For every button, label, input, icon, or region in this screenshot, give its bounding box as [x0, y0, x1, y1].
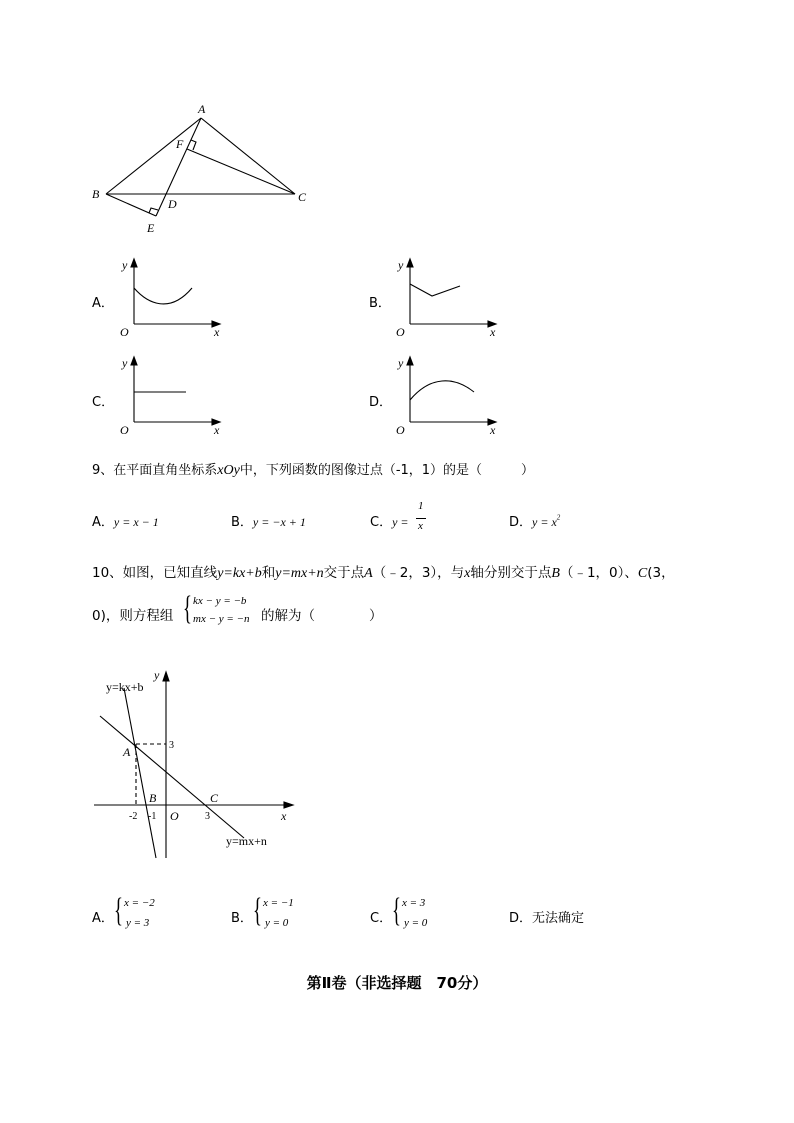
q10-eq2: y=mx+n [275, 566, 324, 581]
q10-option-d-label: D．无法确定 [509, 911, 585, 926]
q10-option-c-brace: { [392, 892, 401, 929]
y-arrow [163, 672, 169, 681]
y-arrow [407, 259, 413, 267]
q8-option-b-label: B． [369, 296, 391, 311]
q9-option-c-lhs: y = [392, 515, 409, 529]
q10-stem-line1 [92, 561, 675, 582]
point-c-label: C [210, 791, 219, 805]
q10-eq1: y=kx+b [217, 566, 262, 581]
q8-graph-d [390, 354, 502, 438]
q10-option-d [509, 907, 584, 926]
x-axis-label: x [281, 809, 287, 823]
q9-stem [92, 459, 534, 479]
q10-text-line2-a: 0)，则方程组 [92, 608, 174, 624]
q9-option-d-base: y = x [532, 515, 557, 529]
q8-graph-c [114, 354, 226, 438]
q8-graph-b [390, 256, 502, 340]
q8-option-d-label: D． [369, 395, 393, 410]
axis-x-label: x [214, 325, 220, 339]
tick-x-3: 3 [205, 811, 210, 822]
tick-y-3: 3 [169, 740, 174, 751]
point-b-label: B [149, 791, 157, 805]
segment-ab [106, 118, 201, 194]
curve-d [410, 381, 474, 400]
axis-x-label: x [490, 325, 496, 339]
point-a-label: A [123, 745, 131, 759]
axis-x-label: x [214, 423, 220, 437]
axis-y-label: y [398, 356, 404, 370]
q9-option-d [509, 511, 560, 530]
q9-option-c-label: C． [370, 515, 393, 530]
q10-option-c-row2: y = 0 [404, 917, 428, 929]
axis-y-label: y [122, 356, 128, 370]
segment-be [106, 194, 156, 216]
origin-label: O [120, 325, 129, 339]
q10-text-e: 轴分别交于点 [470, 565, 552, 581]
q10-option-a-brace: { [114, 892, 123, 929]
q9-option-c-fraction-bar [416, 518, 426, 519]
q10-point-c: C [637, 566, 648, 581]
q10-option-a-row2: y = 3 [126, 917, 150, 929]
label-c: C [298, 190, 307, 204]
q10-stem-line2 [92, 604, 173, 624]
q10-stem-line2-tail [261, 604, 383, 624]
q9-option-d-label: D． [509, 515, 533, 530]
q9-option-b-label: B． [231, 515, 253, 530]
y-axis-label: y [154, 668, 160, 682]
eq1-label: y=kx+b [106, 680, 144, 694]
label-b: B [92, 187, 100, 201]
segment-ae [156, 118, 201, 216]
right-angle-mark-f [191, 140, 196, 150]
q9-stem-var: xOy [217, 463, 240, 478]
q9-stem-prefix: 9、在平面直角坐标系 [92, 463, 218, 478]
origin-label: O [120, 423, 129, 437]
line-kx-b [124, 688, 156, 858]
q9-option-a [92, 511, 159, 530]
q10-option-b-row2: y = 0 [265, 917, 289, 929]
q9-option-d-exp: 2 [556, 513, 561, 522]
q9-option-c-numerator: 1 [418, 500, 424, 512]
q10-option-a [92, 894, 202, 936]
triangle-figure [88, 100, 328, 240]
q10-text-g: (3， [647, 565, 675, 581]
axis-x-label: x [490, 423, 496, 437]
q10-text-d: （﹣2，3），与 [372, 565, 465, 581]
q9-option-c [370, 500, 440, 541]
curve-b [410, 284, 460, 296]
q10-option-c-label: C． [370, 911, 393, 926]
curve-a [134, 288, 192, 304]
origin-label: O [396, 325, 405, 339]
q10-option-c-row1: x = 3 [402, 897, 426, 909]
q10-text-a: 10、如图，已知直线 [92, 565, 218, 581]
q9-option-a-label: A． [92, 515, 114, 530]
q10-point-a: A [364, 566, 373, 581]
segment-ac [201, 118, 295, 194]
q8-graph-a [114, 256, 226, 340]
label-e: E [147, 221, 155, 235]
y-arrow [131, 357, 137, 365]
tick-x-minus2: -2 [129, 811, 138, 822]
y-arrow [407, 357, 413, 365]
q8-option-a-label: A． [92, 296, 114, 311]
q10-text-line2-b: 的解为（ ） [261, 608, 383, 624]
q10-system-brace: { [183, 590, 192, 627]
q10-system-row1: kx − y = −b [193, 595, 247, 607]
q10-figure [90, 668, 310, 860]
q10-text-b: 和 [261, 565, 276, 581]
tick-x-minus1: -1 [148, 811, 157, 822]
q10-x-var: x [464, 566, 471, 581]
y-arrow [131, 259, 137, 267]
q10-option-a-row1: x = −2 [124, 897, 155, 909]
x-arrow [284, 802, 293, 808]
q10-option-b-row1: x = −1 [263, 897, 294, 909]
q10-option-b-brace: { [253, 892, 262, 929]
eq2-label: y=mx+n [226, 834, 267, 848]
q8-option-c-label: C． [92, 395, 115, 410]
q9-option-c-denominator: x [418, 520, 423, 532]
q9-stem-suffix: 中，下列函数的图像过点（-1，1）的是（ ） [239, 463, 535, 478]
origin-label: O [170, 809, 179, 823]
q10-option-a-label: A． [92, 911, 114, 926]
q10-equation-system [183, 590, 263, 630]
label-d: D [168, 197, 177, 211]
q10-system-row2: mx − y = −n [193, 613, 250, 625]
axis-y-label: y [122, 258, 128, 272]
q10-text-c: 交于点 [323, 565, 365, 581]
axis-y-label: y [398, 258, 404, 272]
q10-option-b-label: B． [231, 911, 253, 926]
section-title: 第Ⅱ卷（非选择题 70分） [306, 974, 488, 992]
right-angle-mark-e [149, 208, 158, 213]
label-f: F [176, 137, 184, 151]
q10-option-c [370, 894, 480, 936]
q9-option-b [231, 511, 306, 530]
q10-point-b: B [551, 566, 560, 581]
origin-label: O [396, 423, 405, 437]
q10-option-b [231, 894, 341, 936]
segment-cf [187, 149, 295, 194]
q10-text-f: （﹣1，0）、 [559, 565, 638, 581]
q9-option-a-expr: y = x − 1 [113, 515, 159, 529]
label-a: A [198, 102, 206, 116]
q9-option-b-expr: y = −x + 1 [252, 515, 306, 529]
